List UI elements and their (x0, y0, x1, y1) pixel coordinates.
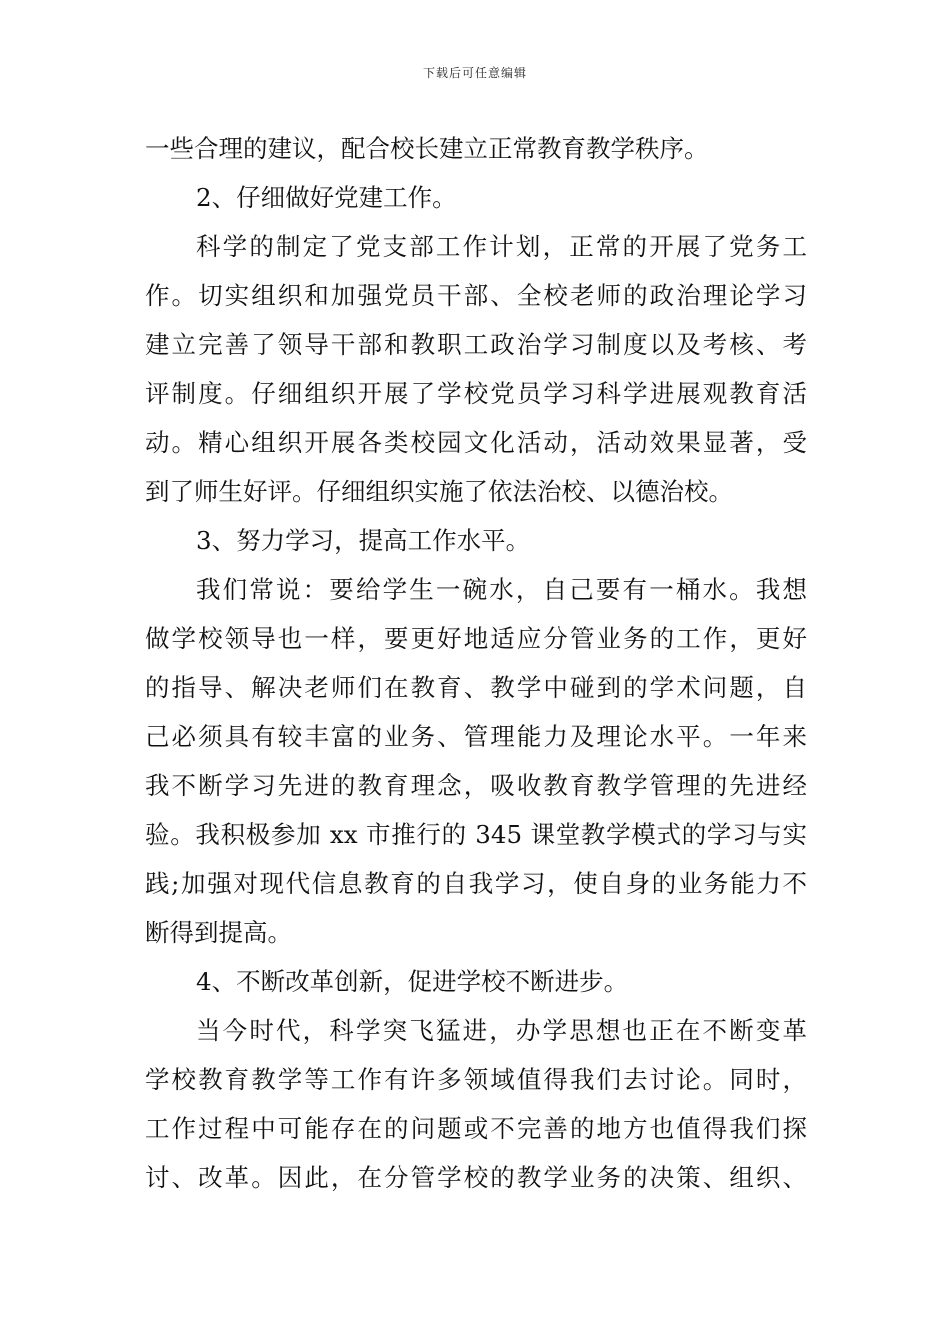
text-line: 断得到提高。 (145, 918, 292, 947)
page-header: 下载后可任意编辑 (422, 66, 527, 80)
text-line: 讨、改革。因此，在分管学校的教学业务的决策、组织、 (145, 1163, 807, 1192)
text-line: 一些合理的建议，配合校长建立正常教育教学秩序。 (145, 134, 709, 163)
text-line: 做学校领导也一样，要更好地适应分管业务的工作，更好 (145, 624, 807, 653)
text-line: 当今时代，科学突飞猛进，办学思想也正在不断变革 (196, 1016, 807, 1045)
text-line: 4、不断改革创新，促进学校不断进步。 (196, 967, 629, 996)
text-line: 我们常说：要给学生一碗水，自己要有一桶水。我想 (196, 575, 807, 604)
text-line: 践;加强对现代信息教育的自我学习，使自身的业务能力不 (145, 869, 807, 898)
text-line: 的指导、解决老师们在教育、教学中碰到的学术问题，自 (145, 673, 807, 702)
text-line: 作。切实组织和加强党员干部、全校老师的政治理论学习 (145, 281, 807, 310)
text-line: 2、仔细做好党建工作。 (196, 183, 457, 212)
text-line: 己必须具有较丰富的业务、管理能力及理论水平。一年来 (145, 722, 807, 751)
text-line: 评制度。仔细组织开展了学校党员学习科学进展观教育活 (145, 379, 807, 408)
text-line: 验。我积极参加 xx 市推行的 345 课堂教学模式的学习与实 (145, 820, 807, 849)
text-line: 科学的制定了党支部工作计划，正常的开展了党务工 (196, 232, 807, 261)
body-text (145, 124, 807, 1202)
text-line: 到了师生好评。仔细组织实施了依法治校、以德治校。 (145, 477, 733, 506)
text-line: 学校教育教学等工作有许多领域值得我们去讨论。同时， (145, 1065, 807, 1094)
text-line: 工作过程中可能存在的问题或不完善的地方也值得我们探 (145, 1114, 807, 1143)
text-line: 我不断学习先进的教育理念，吸收教育教学管理的先进经 (145, 771, 807, 800)
text-line: 3、努力学习，提高工作水平。 (196, 526, 531, 555)
text-line: 建立完善了领导干部和教职工政治学习制度以及考核、考 (145, 330, 807, 359)
text-line: 动。精心组织开展各类校园文化活动，活动效果显著，受 (145, 428, 807, 457)
